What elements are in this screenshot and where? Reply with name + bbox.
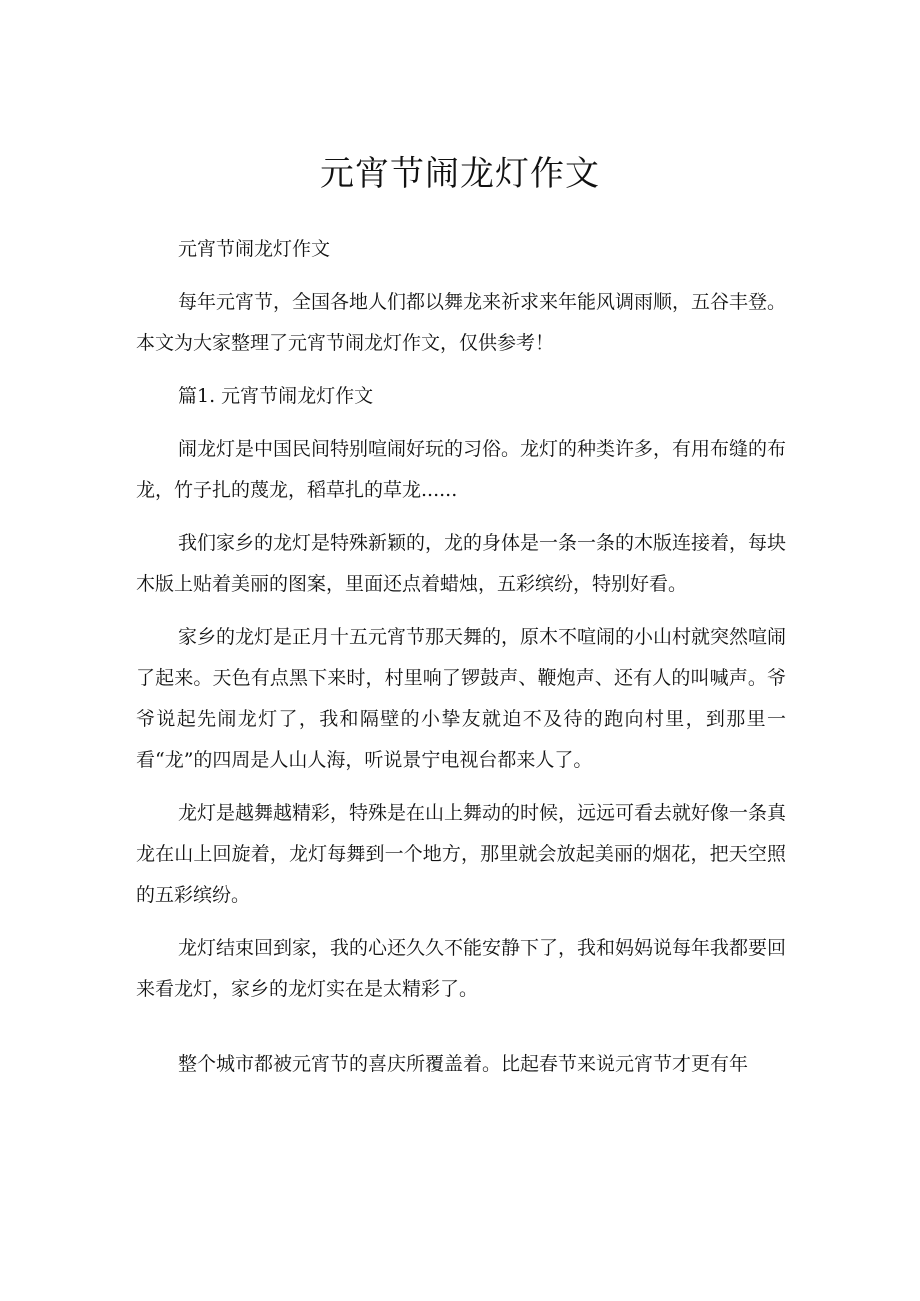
paragraph-body: 家乡的龙灯是正月十五元宵节那天舞的，原木不喧闹的小山村就突然喧闹了起来。天色有点黑下来时，村里响了锣鼓声、鞭炮声、还有人的叫喊声。爷爷说起先闹龙灯了，我和隔壁的小挚友就迫不及待的跑向村里，到那里一看“龙”的四周是人山人海，听说景宁电视台都来人了。	[136, 626, 787, 771]
document-title: 元宵节闹龙灯作文	[320, 154, 600, 194]
paragraph-body: 整个城市都被元宵节的喜庆所覆盖着。比起春节来说元宵节才更有年	[178, 1053, 749, 1075]
paragraph-body: 我们家乡的龙灯是特殊新颖的，龙的身体是一条一条的木版连接着，每块木版上贴着美丽的图案，里面还点着蜡烛，五彩缤纷，特别好看。	[136, 532, 787, 595]
paragraph-body: 龙灯是越舞越精彩，特殊是在山上舞动的时候，远远可看去就好像一条真龙在山上回旋着，龙灯每舞到一个地方，那里就会放起美丽的烟花，把天空照的五彩缤纷。	[136, 802, 787, 906]
paragraph-subtitle: 元宵节闹龙灯作文	[178, 238, 331, 260]
paragraph-intro: 每年元宵节，全国各地人们都以舞龙来祈求来年能风调雨顺，五谷丰登。本文为大家整理了元宵节闹龙灯作文，仅供参考！	[136, 291, 787, 354]
paragraph-section-heading: 篇1. 元宵节闹龙灯作文	[178, 385, 374, 407]
document-body	[136, 229, 786, 1097]
paragraph-body: 闹龙灯是中国民间特别喧闹好玩的习俗。龙灯的种类许多，有用布缝的布龙，竹子扎的蔑龙，稻草扎的草龙......	[136, 438, 787, 501]
paragraph-body: 龙灯结束回到家，我的心还久久不能安静下了，我和妈妈说每年我都要回来看龙灯，家乡的龙灯实在是太精彩了。	[136, 937, 787, 1000]
